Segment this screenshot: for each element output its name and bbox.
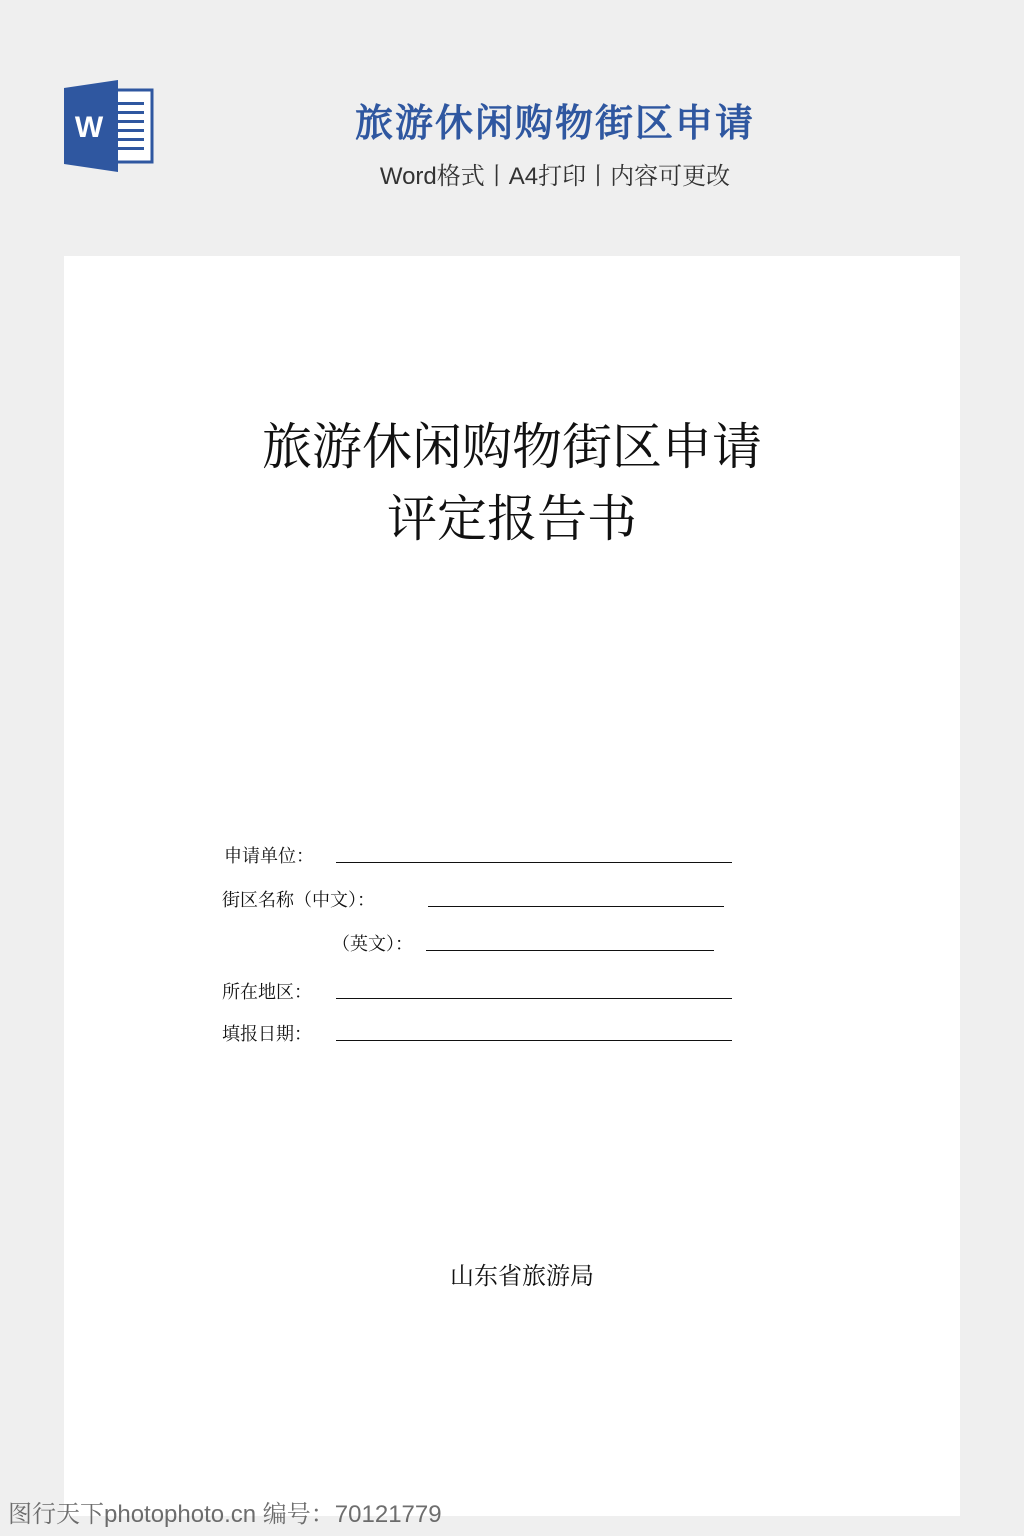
field-line-name-en[interactable] — [426, 950, 714, 951]
document-title — [64, 411, 960, 555]
watermark-text: 图行天下photophoto.cn 编号：70121779 — [8, 1501, 442, 1528]
document-title-line2: 评定报告书 — [387, 490, 637, 548]
field-label-name-cn: 街区名称（中文）： — [222, 890, 375, 911]
field-line-region[interactable] — [336, 998, 732, 999]
field-label-region: 所在地区： — [222, 982, 312, 1003]
field-line-date[interactable] — [336, 1040, 732, 1041]
word-document-icon — [64, 80, 156, 172]
field-label-applicant: 申请单位： — [224, 846, 314, 867]
document-title-line1: 旅游休闲购物街区申请 — [262, 418, 762, 476]
logo-letter: W — [74, 111, 104, 144]
field-line-name-cn[interactable] — [428, 906, 724, 907]
issuer-name: 山东省旅游局 — [450, 1262, 594, 1290]
header-subtitle: Word格式丨A4打印丨内容可更改 — [379, 163, 731, 190]
field-label-date: 填报日期： — [222, 1024, 312, 1045]
header-title: 旅游休闲购物街区申请 — [354, 103, 755, 145]
document-page — [64, 256, 960, 1516]
field-line-applicant[interactable] — [336, 862, 732, 863]
field-label-name-en: （英文）： — [332, 934, 413, 955]
